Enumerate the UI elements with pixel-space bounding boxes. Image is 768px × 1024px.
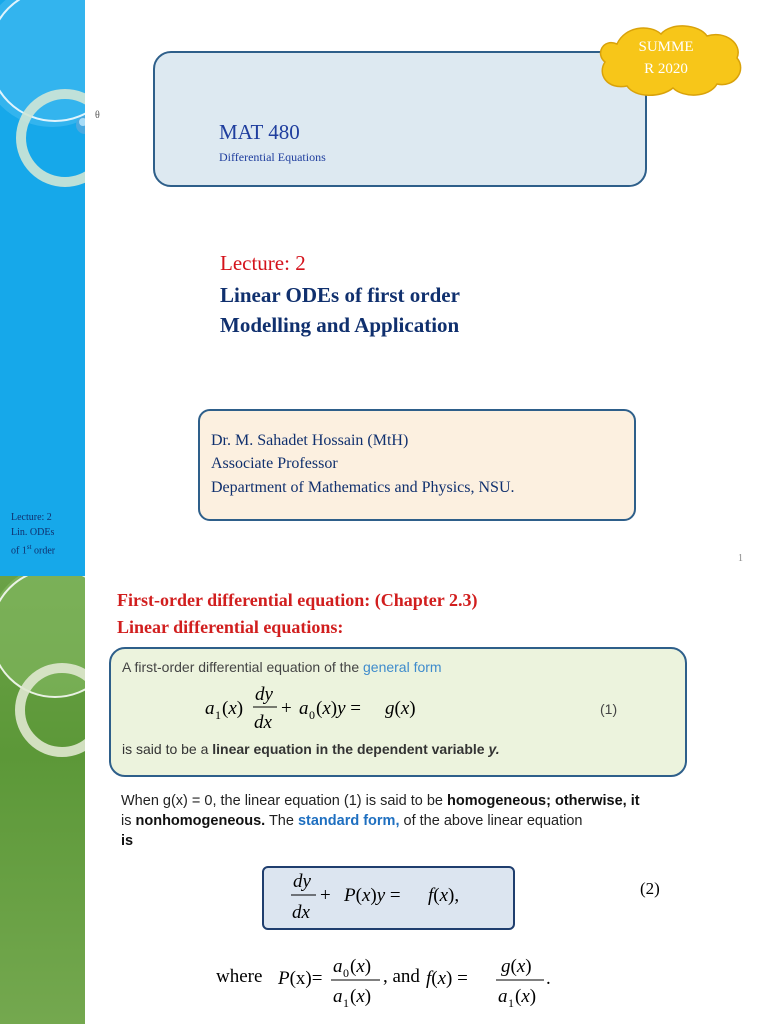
section-subheading: Linear differential equations:: [117, 617, 344, 637]
side-note-line-2: Lin. ODEs: [11, 527, 55, 538]
svg-text:a: a: [205, 698, 215, 719]
svg-text:+: +: [320, 885, 331, 906]
equation-2: [288, 868, 498, 926]
lecture-topic-line-1: Linear ODEs of first order: [220, 283, 460, 307]
author-title: Associate Professor: [211, 455, 338, 472]
definition-intro: A first-order differential equation of the general form: [122, 659, 442, 675]
side-note-line-1: Lecture: 2: [11, 512, 52, 523]
sidebar-decoration-bottom: [0, 576, 85, 1024]
svg-text:P(x)y =: P(x)y =: [344, 885, 401, 906]
page-number: 1: [738, 553, 743, 564]
and-label: , and: [383, 966, 420, 987]
svg-text:dx: dx: [254, 712, 272, 733]
badge-line-2: R 2020: [644, 61, 688, 77]
lecture-topic-line-2: Modelling and Application: [220, 313, 460, 337]
svg-text:(x): (x): [350, 956, 372, 977]
author-name: Dr. M. Sahadet Hossain (MtH): [211, 432, 409, 449]
svg-text:+: +: [281, 698, 292, 719]
equation-number-2: (2): [640, 879, 660, 898]
svg-text:f(x),: f(x),: [428, 885, 460, 906]
course-code: MAT 480: [219, 120, 300, 144]
sidebar-decoration-top: [0, 0, 85, 576]
svg-text:(x): (x): [222, 698, 244, 719]
svg-text:1: 1: [508, 996, 514, 1010]
svg-text:a: a: [299, 698, 309, 719]
svg-text:(x): (x): [350, 986, 372, 1007]
lecture-label: Lecture: 2: [220, 251, 306, 275]
equation-1: [205, 680, 435, 736]
season-badge-text: [611, 36, 721, 80]
equation-number-1: (1): [600, 701, 618, 717]
svg-text:(x)y =: (x)y =: [316, 698, 361, 719]
bullet-glyph: θ: [95, 110, 100, 121]
svg-text:dy: dy: [255, 684, 273, 705]
svg-text:1: 1: [215, 708, 221, 722]
svg-text:a: a: [333, 956, 343, 977]
course-name: Differential Equations: [219, 150, 326, 164]
svg-text:1: 1: [343, 996, 349, 1010]
svg-text:.: .: [546, 968, 551, 989]
svg-text:g(x): g(x): [385, 698, 416, 719]
svg-text:0: 0: [309, 708, 315, 722]
svg-text:dx: dx: [292, 902, 310, 923]
definition-outro: is said to be a linear equation in the dependent variable y.: [122, 741, 500, 757]
svg-text:a: a: [333, 986, 343, 1007]
explanation-paragraph: When g(x) = 0, the linear equation (1) is said to be homogeneous; otherwise, it is nonhomogeneous. The standard form, of the above linear equation is: [121, 793, 640, 849]
svg-text:f(x) =: f(x) =: [426, 968, 468, 989]
author-department: Department of Mathematics and Physics, NSU.: [211, 479, 515, 496]
svg-text:dy: dy: [293, 871, 311, 892]
svg-text:g(x): g(x): [501, 956, 532, 977]
side-note: [11, 510, 81, 558]
circles-decoration: [0, 576, 85, 1024]
course-title-box: [153, 51, 647, 187]
section-heading: First-order differential equation: (Chapter 2.3): [117, 590, 478, 610]
standard-form-highlight: standard form,: [297, 813, 400, 829]
svg-text:a: a: [498, 986, 508, 1007]
side-note-line-3: of 1st order: [11, 543, 56, 557]
circles-decoration: [0, 0, 85, 576]
general-form-highlight: general form: [363, 659, 442, 675]
svg-text:P(x)=: P(x)=: [278, 968, 323, 989]
svg-text:(x): (x): [515, 986, 537, 1007]
badge-line-1: SUMME: [638, 39, 694, 55]
svg-text:0: 0: [343, 966, 349, 980]
where-label: where: [216, 966, 263, 987]
